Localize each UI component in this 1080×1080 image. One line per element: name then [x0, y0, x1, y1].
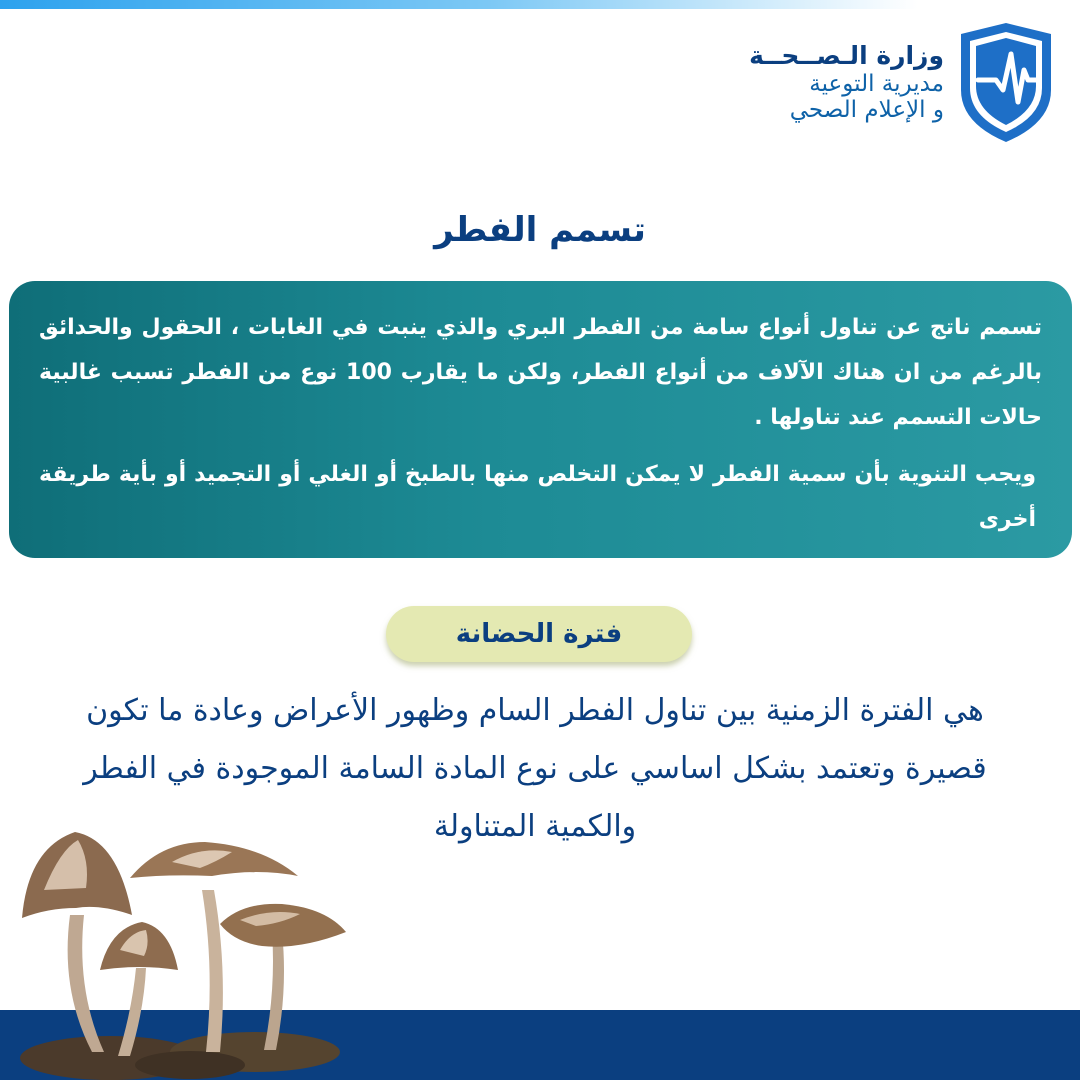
shield-heartbeat-icon: [956, 20, 1056, 145]
mushrooms-illustration: [0, 820, 360, 1080]
mushroom-stem: [68, 915, 104, 1052]
soil-mound: [135, 1051, 245, 1079]
ministry-logo: [726, 20, 1056, 145]
page-title: تسمم الفطر: [434, 210, 646, 250]
section-heading: فترة الحضانة: [455, 619, 623, 649]
logo-text: [749, 42, 944, 124]
section-heading-pill: [386, 606, 692, 662]
info-paragraph-1: تسمم ناتج عن تناول أنواع سامة من الفطر البري والذي ينبت في الغابات ، الحقول والحدائق بالرغم من ان هناك الآلاف من أنواع الفطر، ولكن ما يقارب 100 نوع من الفطر تسبب غالبية حالات التسمم عند تناولها .: [39, 315, 1042, 430]
directorate-line-2: و الإعلام الصحي: [789, 97, 944, 124]
section-body: هي الفترة الزمنية بين تناول الفطر السام وظهور الأعراض وعادة ما تكون قصيرة وتعتمد بشكل اساسي على نوع المادة السامة الموجودة في الفطر والكمية المتناولة: [83, 693, 987, 844]
mushroom-cap: [220, 904, 346, 947]
directorate-line-1: مديرية التوعية: [809, 70, 944, 97]
mushroom-stem: [202, 890, 223, 1052]
info-paragraph-2: ويجب التنوية بأن سمية الفطر لا يمكن التخلص منها بالطبخ أو الغلي أو التجميد أو بأية طريقة أخرى: [39, 462, 1036, 532]
top-accent-bar: [0, 0, 1080, 9]
ministry-name: وزارة الـصــحــة: [749, 41, 944, 70]
info-card: [9, 281, 1072, 558]
